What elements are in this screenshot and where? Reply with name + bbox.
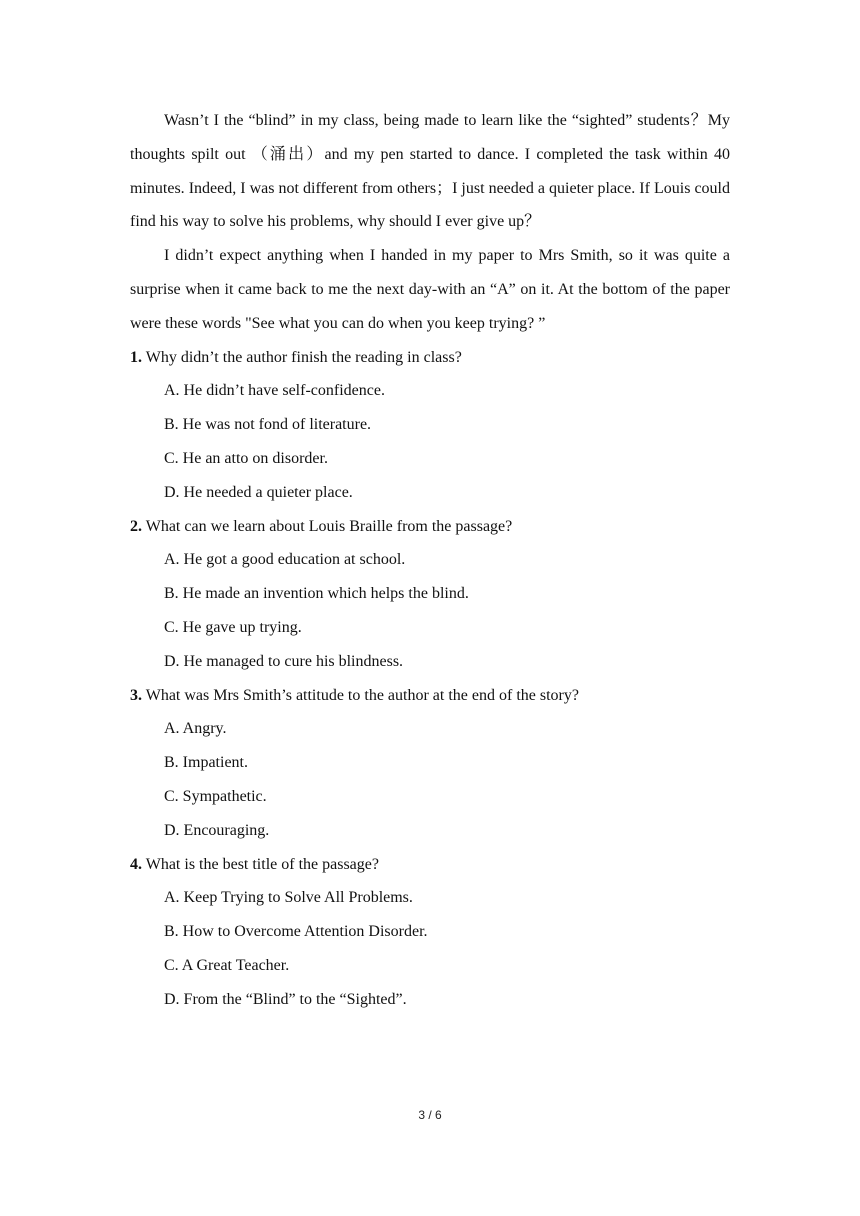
- question-text: Why didn’t the author finish the reading in class?: [145, 348, 462, 366]
- answer-option: B. He made an invention which helps the blind.: [164, 585, 469, 603]
- answer-option: C. He an atto on disorder.: [164, 449, 328, 467]
- question-block: [130, 679, 730, 848]
- passage-paragraph: Wasn’t I the “blind” in my class, being made to learn like the “sighted” students？My thoughts spilt out （涌出）and my pen started to dance. I completed the task within 40 minutes. Indeed, I was not different from others；I just needed a quieter place. If Louis could find his way to solve his problems, why should I ever give up？: [130, 112, 730, 231]
- question-number: 3.: [130, 686, 142, 704]
- answer-option: D. He needed a quieter place.: [164, 483, 353, 501]
- answer-option: B. He was not fond of literature.: [164, 416, 372, 434]
- answer-option: D. He managed to cure his blindness.: [164, 652, 404, 670]
- question-text: What is the best title of the passage?: [145, 855, 379, 873]
- answer-option: C. A Great Teacher.: [164, 956, 290, 974]
- answer-option: A. He got a good education at school.: [164, 551, 406, 569]
- question-block: [130, 510, 730, 679]
- question-block: [130, 848, 730, 1017]
- answer-option: B. Impatient.: [164, 754, 248, 772]
- answer-option: C. Sympathetic.: [164, 787, 267, 805]
- question: [130, 341, 730, 375]
- question-text: What can we learn about Louis Braille from the passage?: [145, 517, 513, 535]
- answer-option: D. From the “Blind” to the “Sighted”.: [164, 990, 407, 1008]
- question: [130, 679, 730, 713]
- document-page: [130, 104, 730, 1017]
- answer-option: D. Encouraging.: [164, 821, 270, 839]
- question-number: 1.: [130, 348, 142, 366]
- question: [130, 848, 730, 882]
- question-number: 4.: [130, 855, 142, 873]
- passage-paragraph: I didn’t expect anything when I handed in my paper to Mrs Smith, so it was quite a surprise when it came back to me the next day-with an “A” on it. At the bottom of the paper were these words "See what you can do when you keep trying? ”: [130, 247, 730, 332]
- question-number: 2.: [130, 517, 142, 535]
- answer-option: A. Keep Trying to Solve All Problems.: [164, 889, 413, 907]
- question-block: [130, 341, 730, 510]
- answer-option: B. How to Overcome Attention Disorder.: [164, 923, 428, 941]
- answer-option: C. He gave up trying.: [164, 618, 302, 636]
- question: [130, 510, 730, 544]
- answer-option: A. Angry.: [164, 720, 227, 738]
- question-text: What was Mrs Smith’s attitude to the author at the end of the story?: [145, 686, 579, 704]
- answer-option: A. He didn’t have self-confidence.: [164, 382, 385, 400]
- page-number: 3 / 6: [418, 1108, 442, 1122]
